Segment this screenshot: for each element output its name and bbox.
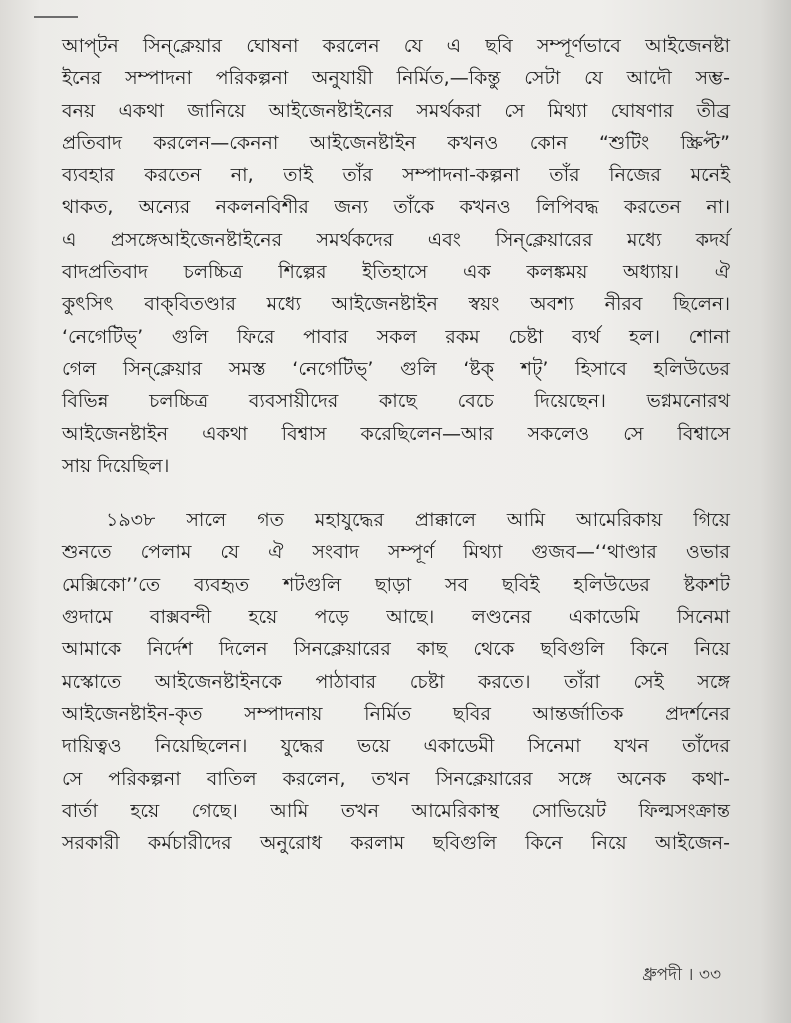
paragraph-gap <box>62 482 730 504</box>
text-line: বিভিন্ন চলচ্চিত্র ব্যবসায়ীদের কাছে বেচে দিয়েছেন। ভগ্নমনোরথ <box>62 390 730 413</box>
footer-separator: । <box>687 965 694 985</box>
text-line: ব্যবহার করতেন না, তাই তাঁর সম্পাদনা-কল্পনা তাঁর নিজের মনেই <box>62 164 730 187</box>
text-line: ১৯৩৮ সালে গত মহাযুদ্ধের প্রাক্কালে আমি আমেরিকায় গিয়ে <box>106 509 730 532</box>
text-line: আইজেনষ্টাইন-কৃত সম্পাদনায় নির্মিত ছবির আন্তর্জাতিক প্রদর্শনের <box>62 702 730 725</box>
text-line: এ প্রসঙ্গেআইজেনষ্টাইনের সমর্থকদের এবং সিন্‌ক্লেয়ারের মধ্যে কদর্য <box>62 228 730 251</box>
text-line: শুনতে পেলাম যে ঐ সংবাদ সম্পূর্ণ মিথ্যা গুজব—‘‘থাণ্ডার ওভার <box>62 541 730 564</box>
text-line: সে পরিকল্পনা বাতিল করলেন, তখন সিনক্লেয়ারের সঙ্গে অনেক কথা- <box>62 767 730 790</box>
text-line: ‘নেগেটিভ্‌’ গুলি ফিরে পাবার সকল রকম চেষ্টা ব্যর্থ হল। শোনা <box>62 325 730 348</box>
text-line: সরকারী কর্মচারীদের অনুরোধ করলাম ছবিগুলি কিনে নিয়ে আইজেন- <box>62 832 730 855</box>
text-line: বার্তা হয়ে গেছে। আমি তখন আমেরিকাস্থ সোভিয়েট ফিল্মসংক্রান্ত <box>62 799 730 822</box>
body-text <box>62 30 730 859</box>
text-line: আমাকে নির্দেশ দিলেন সিনক্লেয়ারের কাছ থেকে ছবিগুলি কিনে নিয়ে <box>62 638 730 661</box>
top-rule <box>34 16 78 18</box>
text-line: কুৎসিৎ বাক্‌বিতণ্ডার মধ্যে আইজেনষ্টাইন স্বয়ং অবশ্য নীরব ছিলেন। <box>62 293 730 316</box>
text-line: মেক্সিকো’’তে ব্যবহৃত শটগুলি ছাড়া সব ছবিই হলিউডের ষ্টকশট <box>62 573 730 596</box>
page-number: ৩৩ <box>698 965 721 985</box>
paragraph-1 <box>62 30 730 482</box>
text-line: বনয় একথা জানিয়ে আইজেনষ্টাইনের সমর্থকরা সে মিথ্যা ঘোষণার তীব্র <box>62 99 730 122</box>
page-footer <box>642 962 721 990</box>
text-line: গুদামে বাক্সবন্দী হয়ে পড়ে আছে। লণ্ডনের একাডেমি সিনেমা <box>62 606 730 629</box>
text-line: বাদপ্রতিবাদ চলচ্চিত্র শিল্পের ইতিহাসে এক কলঙ্কময় অধ্যায়। ঐ <box>62 261 730 284</box>
text-line: মস্কোতে আইজেনষ্টাইনকে পাঠাবার চেষ্টা করতে। তাঁরা সেই সঙ্গে <box>62 670 730 693</box>
journal-name: ধ্রুপদী <box>642 965 682 985</box>
text-line: আপ্‌টন সিন্‌ক্লেয়ার ঘোষনা করলেন যে এ ছবি সম্পূর্ণভাবে আইজেনষ্টা <box>62 35 730 57</box>
text-line: সায় দিয়েছিল। <box>62 454 170 477</box>
text-line: গেল সিন্‌ক্লেয়ার সমস্ত ‘নেগেটিভ্‌’ গুলি ‘ষ্টক্ শট্’ হিসাবে হলিউডের <box>62 357 730 380</box>
text-line: প্রতিবাদ করলেন—কেননা আইজেনষ্টাইন কখনও কোন “শুটিং স্ক্রিপ্ট” <box>62 131 730 154</box>
text-line: ইনের সম্পাদনা পরিকল্পনা অনুযায়ী নির্মিত,—কিন্তু সেটা যে আদৌ সম্ভ- <box>62 67 730 90</box>
paragraph-2 <box>62 504 730 859</box>
text-line: দায়িত্বও নিয়েছিলেন। যুদ্ধের ভয়ে একাডেমী সিনেমা যখন তাঁদের <box>62 735 730 758</box>
text-line: আইজেনষ্টাইন একথা বিশ্বাস করেছিলেন—আর সকলেও সে বিশ্বাসে <box>62 422 730 445</box>
text-line: থাকত, অন্যের নকলনবিশীর জন্য তাঁকে কখনও লিপিবদ্ধ করতেন না। <box>62 196 730 219</box>
